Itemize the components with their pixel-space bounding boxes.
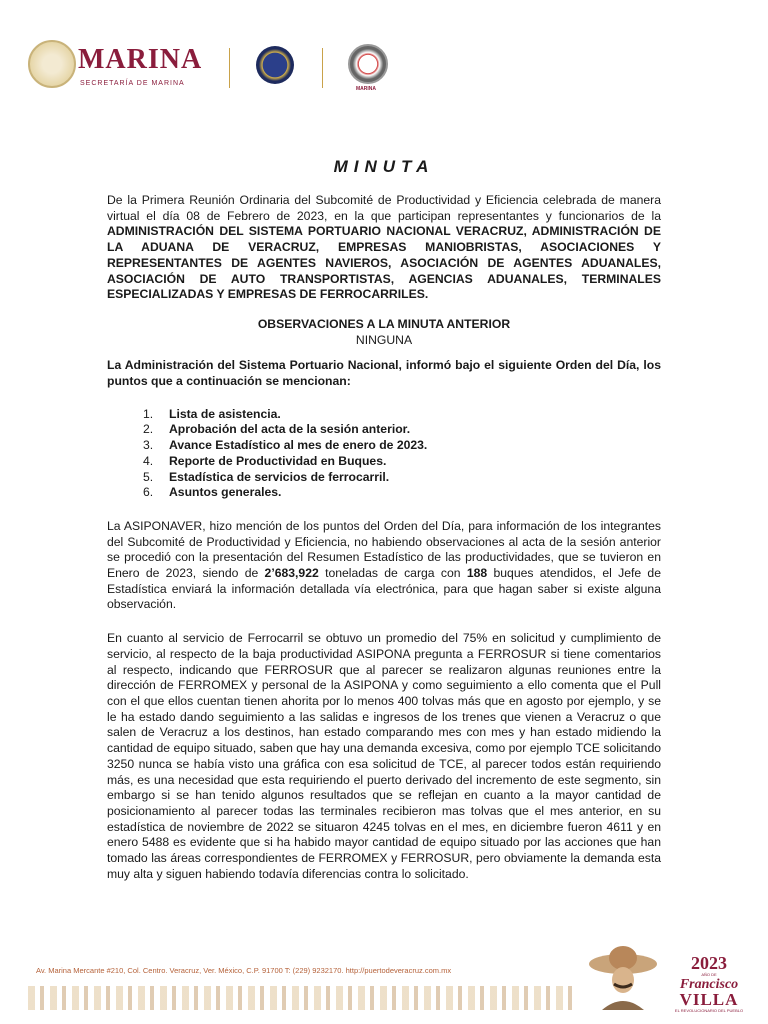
agenda-list [107,407,661,501]
mexico-eagle-emblem-icon [28,40,76,88]
list-item [107,470,661,486]
statistics-text: toneladas de carga con [318,566,467,581]
footer-address: Av. Marina Mercante #210, Col. Centro. Veracruz, Ver. México, C.P. 91700 T: (229) 9232170. http://puertodeveracruz.com.mx [36,966,452,975]
logo-name: Francisco [679,977,739,992]
observations-heading: OBSERVACIONES A LA MINUTA ANTERIOR [257,316,511,331]
item-number: 3. [143,438,154,453]
brand-name: MARINA [78,44,203,75]
document-body [107,193,661,882]
list-item [107,485,661,501]
port-authority-seal-icon [348,44,388,84]
intro-text: De la Primera Reunión Ordinaria del Subcomité de Productividad y Eficiencia celebrada de manera virtual el día 08 de Febrero de 2023, en la que participan representantes y funcionarios de la [107,193,661,223]
item-text: Reporte de Productividad en Buques. [169,453,387,468]
statistics-paragraph [107,519,661,613]
year-logo [664,954,754,1014]
header-divider [229,48,230,88]
statistics-text: La ASIPONAVER, hizo mención de los puntos del Orden del Día, para información de los integrantes del Subcomité de Productividad y Eficiencia, no habiendo observaciones al acta de la sesión anterior se procedió con la presentación del Resumen Estadístico de las productividades, que se tuvieron en Enero de 2023, siendo de [107,518,661,581]
decorative-border [28,986,578,1010]
list-item [107,454,661,470]
list-item [107,407,661,423]
brand-subtitle: SECRETARÍA DE MARINA [80,80,185,87]
document-title: MINUTA [333,157,435,176]
intro-paragraph [107,193,661,303]
logo-small-top: AÑO DE [701,972,717,977]
item-number: 1. [143,406,154,421]
francisco-villa-portrait-icon [586,944,660,1010]
naval-seal-icon [256,46,294,84]
ships-value: 188 [466,566,488,581]
item-number: 2. [143,422,154,437]
tonnage-value: 2’683,922 [264,566,319,581]
item-text: Aprobación del acta de la sesión anterior. [169,422,411,437]
item-number: 5. [143,469,154,484]
footer [28,944,768,1024]
list-item [107,422,661,438]
item-text: Asuntos generales. [169,485,282,500]
item-text: Lista de asistencia. [169,406,281,421]
logo-year: 2023 [691,953,727,973]
header-divider [322,48,323,88]
participants-list: ADMINISTRACIÓN DEL SISTEMA PORTUARIO NACIONAL VERACRUZ, ADMINISTRACIÓN DE LA ADUANA DE VERACRUZ, EMPRESAS MANIOBRISTAS, ASOCIACIONES Y REPRESENTANTES DE AGENTES NAVIEROS, ASOCIACIÓN DE AGENTES ADUANALES, ASOCIACIÓN DE AUTO TRANSPORTISTAS, AGENCIAS ADUANALES, TERMINALES ESPECIALIZADAS Y EMPRESAS DE FERROCARRILES. [107,224,661,302]
logo-villa: VILLA [679,990,739,1009]
seal-label: MARINA [356,86,376,92]
logo-small-bottom: EL REVOLUCIONARIO DEL PUEBLO [674,1008,744,1013]
observations-value: NINGUNA [355,332,413,347]
statistics-text: buques atendidos, el Jefe de Estadística enviará la información detallada vía electrónica, para que hagan saber si existe alguna observación. [107,566,661,612]
item-text: Avance Estadístico al mes de enero de 2023. [169,438,428,453]
item-text: Estadística de servicios de ferrocarril. [169,469,390,484]
agenda-intro: La Administración del Sistema Portuario Nacional, informó bajo el siguiente Orden del Día, los puntos que a continuación se mencionan: [107,358,661,389]
item-number: 4. [143,453,154,468]
letterhead [26,34,446,118]
list-item [107,438,661,454]
item-number: 6. [143,485,154,500]
railway-paragraph: En cuanto al servicio de Ferrocarril se obtuvo un promedio del 75% en solicitud y cumplimiento de servicio, al respecto de la baja productividad ASIPONA pregunta a FERROSUR si tiene comentarios al respecto, indicando que FERROSUR que al parecer se realizaron algunas reuniones entre la dirección de FERROMEX y personal de la ASIPONA y como seguimiento a ello comenta que el Pull con el que ellos cuentan tienen ahorita por lo menos 400 tolvas más que en agosto por ejemplo, y se le ha estado dando seguimiento a las salidas e ingresos de los trenes que vienen a Veracruz o que salen de Veracruz a los destinos, han estado comparando mes con mes y han estado midiendo la cantidad de equipo situado, saben que hay una demanda excesiva, como por ejemplo TCE solicitando 3250 nunca se había visto una gráfica con esa solicitud de TCE, al parecer todos están requiriendo más, es una necesidad que esta requiriendo el puerto derivado del incremento de este segmento, sin embargo si se han tenido algunos resultados que se reflejan en cuanto a la mayor cantidad de posicionamiento al parecer todas las terminales recibieron mas tolvas que el mes anterior, en su estadística de noviembre de 2022 se situaron 4245 tolvas en el mes, en diciembre fueron 4611 y en enero 5488 es evidente que si ha habido mayor cantidad de equipo situado por las acciones que han tomado las áreas correspondientes de FERROMEX y FERROSUR, pero obviamente la demanda esta muy alta y siguen habiendo todavía diferencias contra lo solicitado. [107,631,661,881]
